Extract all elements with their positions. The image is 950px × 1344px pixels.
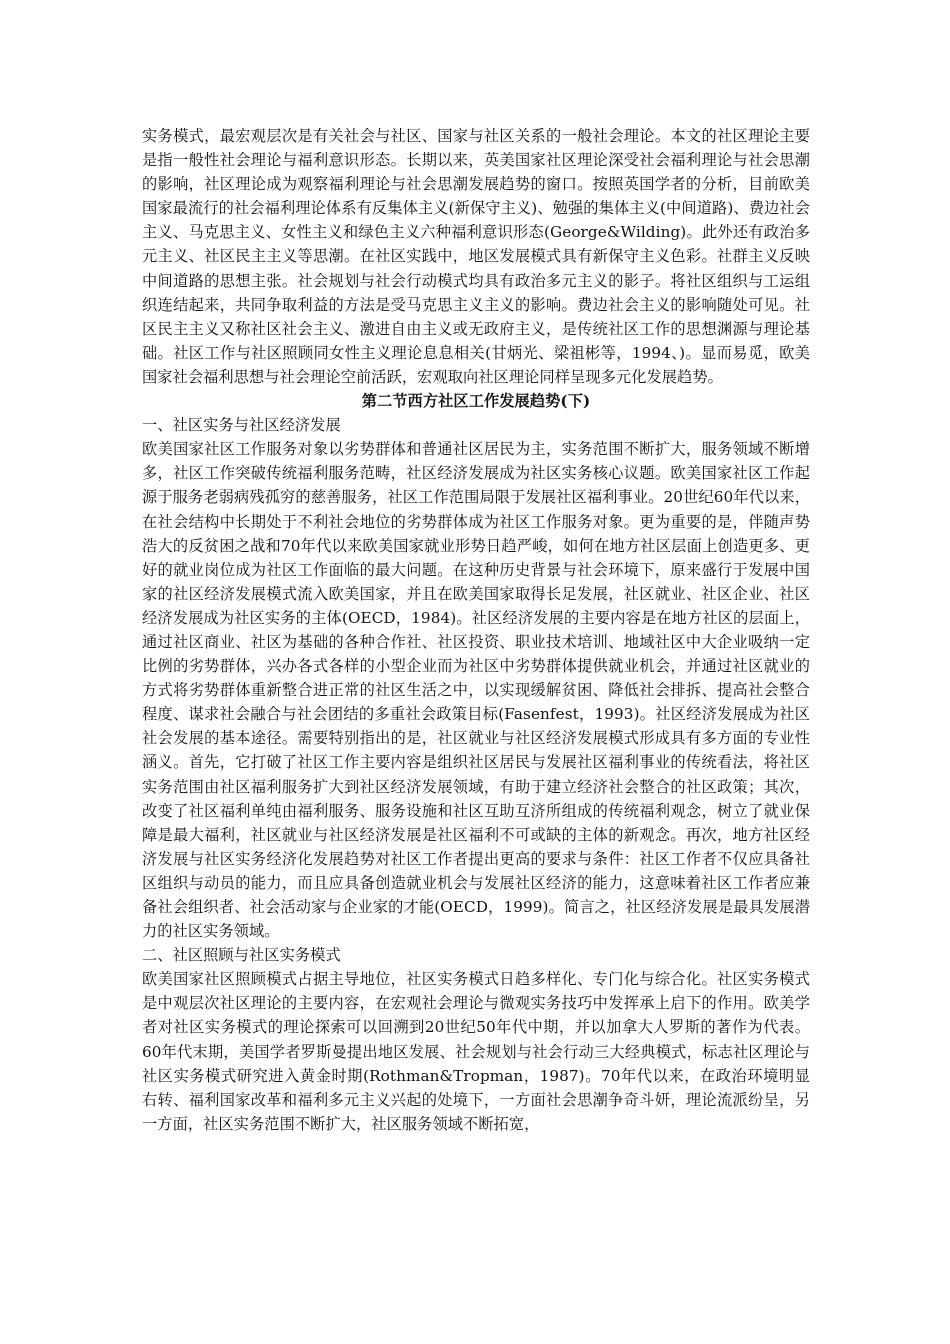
body-paragraph-1: 欧美国家社区工作服务对象以劣势群体和普通社区居民为主，实务范围不断扩大，服务领域不断增多，社区工作突破传统福利服务范畴，社区经济发展成为社区实务核心议题。欧美国家社区工作起源于服务老弱病残孤穷的慈善服务，社区工作范围局限于发展社区福利事业。20世纪60年代以来，在社会结构中长期处于不利社会地位的劣势群体成为社区工作服务对象。更为重要的是，伴随声势浩大的反贫困之战和70年代以来欧美国家就业形势日趋严峻，如何在地方社区层面上创造更多、更好的就业岗位成为社区工作面临的最大问题。在这种历史背景与社会环境下，原来盛行于发展中国家的社区经济发展模式流入欧美国家，并且在欧美国家取得长足发展，社区就业、社区企业、社区经济发展成为社区实务的主体(OECD，1984)。社区经济发展的主要内容是在地方社区的层面上，通过社区商业、社区为基础的各种合作社、社区投资、职业技术培训、地域社区中大企业吸纳一定比例的劣势群体，兴办各式各样的小型企业而为社区中劣势群体提供就业机会，并通过社区就业的方式将劣势群体重新整合进正常的社区生活之中，以实现缓解贫困、降低社会排拆、提高社会整合程度、谋求社会融合与社会团结的多重社会政策目标(Fasenfest，1993)。社区经济发展成为社区社会发展的基本途径。需要特别指出的是，社区就业与社区经济发展模式形成具有多方面的专业性涵义。首先，它打破了社区工作主要内容是组织社区居民与发展社区福利事业的传统看法，将社区实务范围由社区福利服务扩大到社区经济发展领域，有助于建立经济社会整合的社区政策；其次，改变了社区福利单纯由福利服务、服务设施和社区互助互济所组成的传统福利观念，树立了就业保障是最大福利，社区就业与社区经济发展是社区福利不可或缺的主体的新观念。再次，地方社区经济发展与社区实务经济化发展趋势对社区工作者提出更高的要求与条件：社区工作者不仅应具备社区组织与动员的能力，而且应具备创造就业机会与发展社区经济的能力，这意味着社区工作者应兼备社会组织者、社会活动家与企业家的才能(OECD，1999)。简言之，社区经济发展是最具发展潜力的社区实务领域。	[142, 440, 810, 941]
intro-paragraph: 实务模式，最宏观层次是有关社会与社区、国家与社区关系的一般社会理论。本文的社区理论主要是指一般性社会理论与福利意识形态。长期以来，英美国家社区理论深受社会福利理论与社会思潮的影响，社区理论成为观察福利理论与社会思潮发展趋势的窗口。按照英国学者的分析，目前欧美国家最流行的社会福利理论体系有反集体主义(新保守主义)、勉强的集体主义(中间道路)、费边社会主义、马克思主义、女性主义和绿色主义六种福利意识形态(George&Wilding)。此外还有政治多元主义、社区民主主义等思潮。在社区实践中，地区发展模式具有新保守主义色彩。社群主义反映中间道路的思想主张。社会规划与社会行动模式均具有政治多元主义的影子。将社区组织与工运组织连结起来，共同争取利益的方法是受马克思主义主义的影响。费边社会主义的影响随处可见。社区民主主义又称社区社会主义、激进自由主义或无政府主义，是传统社区工作的思想渊源与理论基础。社区工作与社区照顾同女性主义理论息息相关(甘炳光、梁祖彬等，1994、)。显而易觅，欧美国家社会福利思想与社会理论空前活跃，宏观取向社区理论同样呈现多元化发展趋势。	[142, 127, 810, 386]
body-paragraph-2: 欧美国家社区照顾模式占据主导地位，社区实务模式日趋多样化、专门化与综合化。社区实务模式是中观层次社区理论的主要内容，在宏观社会理论与微观实务技巧中发挥承上启下的作用。欧美学者对社区实务模式的理论探索可以回溯到20世纪50年代中期，并以加拿大人罗斯的著作为代表。60年代末期，美国学者罗斯曼提出地区发展、社会规划与社会行动三大经典模式，标志社区理论与社区实务模式研究进入黄金时期(Rothman&Tropman，1987)。70年代以来，在政治环境明显右转、福利国家改革和福利多元主义兴起的处境下，一方面社会思潮争奇斗妍，理论流派纷呈，另一方面，社区实务范围不断扩大，社区服务领域不断拓宽，	[142, 970, 810, 1133]
subsection-heading-1: 一、社区实务与社区经济发展	[142, 416, 341, 435]
subsection-heading-2: 二、社区照顾与社区实务模式	[142, 946, 341, 965]
document-page	[142, 124, 810, 1136]
section-heading: 第二节西方社区工作发展趋势(下)	[361, 392, 591, 411]
